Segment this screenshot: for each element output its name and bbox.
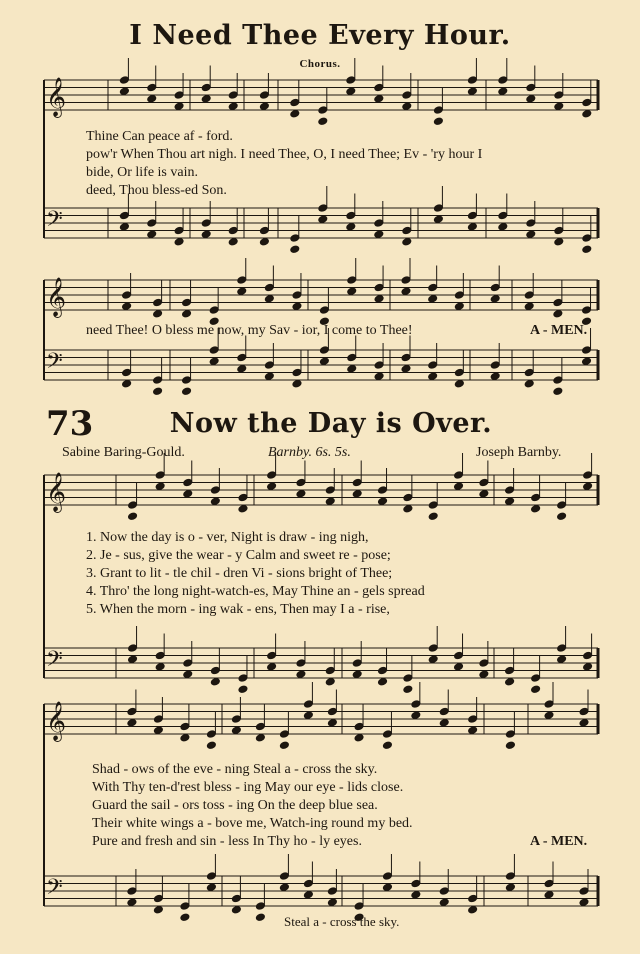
verse-line: Their white wings a - bove me, Watch-ing round my bed.: [92, 816, 413, 831]
verse-line: Shad - ows of the eve - ning Steal a - cross the sky.: [92, 762, 378, 777]
verse-line: 3. Grant to lit - tle chil - dren Vi - sions bright of Thee;: [86, 566, 393, 581]
svg-text:𝄞: 𝄞: [46, 277, 67, 317]
lyric-line: pow'r When Thou art nigh. I need Thee, O, I need Thee; Ev - 'ry hour I: [86, 147, 483, 162]
svg-text:𝄞: 𝄞: [46, 472, 67, 512]
verse-line: With Thy ten-d'rest bless - ing May our eye - lids close.: [92, 780, 404, 795]
verse-line: 2. Je - sus, give the wear - y Calm and sweet re - pose;: [86, 548, 391, 563]
svg-text:𝄢: 𝄢: [46, 207, 63, 237]
verse-line: 5. When the morn - ing wak - ens, Then may I a - rise,: [86, 602, 390, 617]
chorus-label: Chorus.: [299, 58, 341, 70]
svg-text:𝄞: 𝄞: [46, 701, 67, 741]
composer-credit: Joseph Barnby.: [476, 445, 562, 460]
amen-label: A - MEN.: [530, 323, 588, 338]
hymn-72-title: I Need Thee Every Hour.: [129, 20, 511, 51]
verse-line: Guard the sail - ors toss - ing On the deep blue sea.: [92, 798, 378, 813]
lyric-line: bide, Or life is vain.: [86, 165, 198, 180]
amen-label: A - MEN.: [530, 834, 588, 849]
hymn-73-title: Now the Day is Over.: [169, 408, 493, 439]
verse-line: 1. Now the day is o - ver, Night is draw - ing nigh,: [86, 530, 369, 545]
svg-text:𝄞: 𝄞: [46, 77, 67, 117]
lyric-line: deed, Thou bless-ed Son.: [86, 183, 227, 198]
tune-credit: Barnby. 6s. 5s.: [268, 445, 351, 460]
verse-line: 4. Thro' the long night-watch-es, May Thine an - gels spread: [86, 584, 425, 599]
lyric-line: need Thee! O bless me now, my Sav - ior, I come to Thee!: [86, 323, 413, 338]
bass-echo-lyric: Steal a - cross the sky.: [284, 914, 400, 929]
svg-text:𝄢: 𝄢: [46, 349, 63, 379]
svg-text:𝄢: 𝄢: [46, 647, 63, 677]
author-credit: Sabine Baring-Gould.: [62, 445, 185, 460]
svg-text:𝄢: 𝄢: [46, 875, 63, 905]
verse-line: Pure and fresh and sin - less In Thy ho - ly eyes.: [92, 834, 362, 849]
lyric-line: Thine Can peace af - ford.: [86, 129, 233, 144]
hymn-number: 73: [46, 404, 94, 444]
